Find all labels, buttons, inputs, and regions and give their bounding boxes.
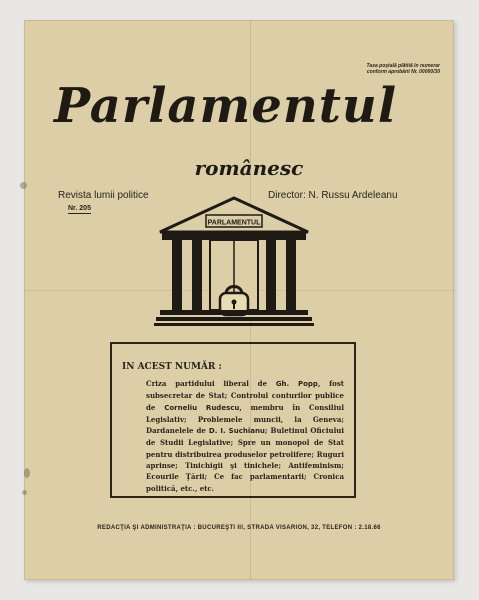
paper-stain <box>24 468 30 478</box>
footer-address: REDACŢIA ŞI ADMINISTRAŢIA : BUCUREŞTI III, STRADA VISARION, 32, TELEFON : 2.18.66 <box>97 525 381 531</box>
building-sign: PARLAMENTUL <box>207 219 261 227</box>
contents-heading: IN ACEST NUMĂR : <box>122 362 222 372</box>
paper-stain <box>20 182 27 189</box>
author-suchianu: D. I. Suchianu <box>208 427 265 436</box>
magazine-cover <box>24 20 454 580</box>
contents-part-2: , fost subsecretar de Stat; Controlul conturilor publice de <box>146 379 344 412</box>
contents-text <box>122 378 344 494</box>
issue-number: Nr. 205 <box>68 205 91 212</box>
contents-box <box>110 342 356 498</box>
postage-line-2: conform aprobării Nr. 00000/30 <box>366 69 440 75</box>
postage-note <box>330 63 440 75</box>
contents-part-1: Criza partidului liberal de <box>146 379 276 388</box>
author-rudescu: Corneliu Rudescu <box>164 403 240 412</box>
masthead-subtitle: românesc <box>194 156 304 180</box>
parliament-building-illustration <box>154 196 314 346</box>
author-popp: Gh. Popp <box>275 380 318 388</box>
tagline: Revista lumii politice <box>58 190 149 201</box>
masthead-title: Parlamentul <box>54 78 398 134</box>
contents-part-3: , membru în Consiliul Legislativ; Problemele muncii, la Geneva; Dardanelele de <box>146 402 344 436</box>
director-line: Director: N. Russu Ardeleanu <box>268 190 398 201</box>
contents-part-4: ; Buletinul Oficiului de Studii Legislative; Spre un monopol de Stat pentru distribuirea produselor petrolifere; Ruguri aprinse; Tinichigii şi tinichele; Antifeminism; Ecourile Ţării; Ce fac parlamentarii; Cronica politică, etc., etc. <box>146 426 345 493</box>
paper-stain <box>22 490 27 495</box>
postage-line-1: Taxa poştală plătită în numerar <box>366 63 440 69</box>
